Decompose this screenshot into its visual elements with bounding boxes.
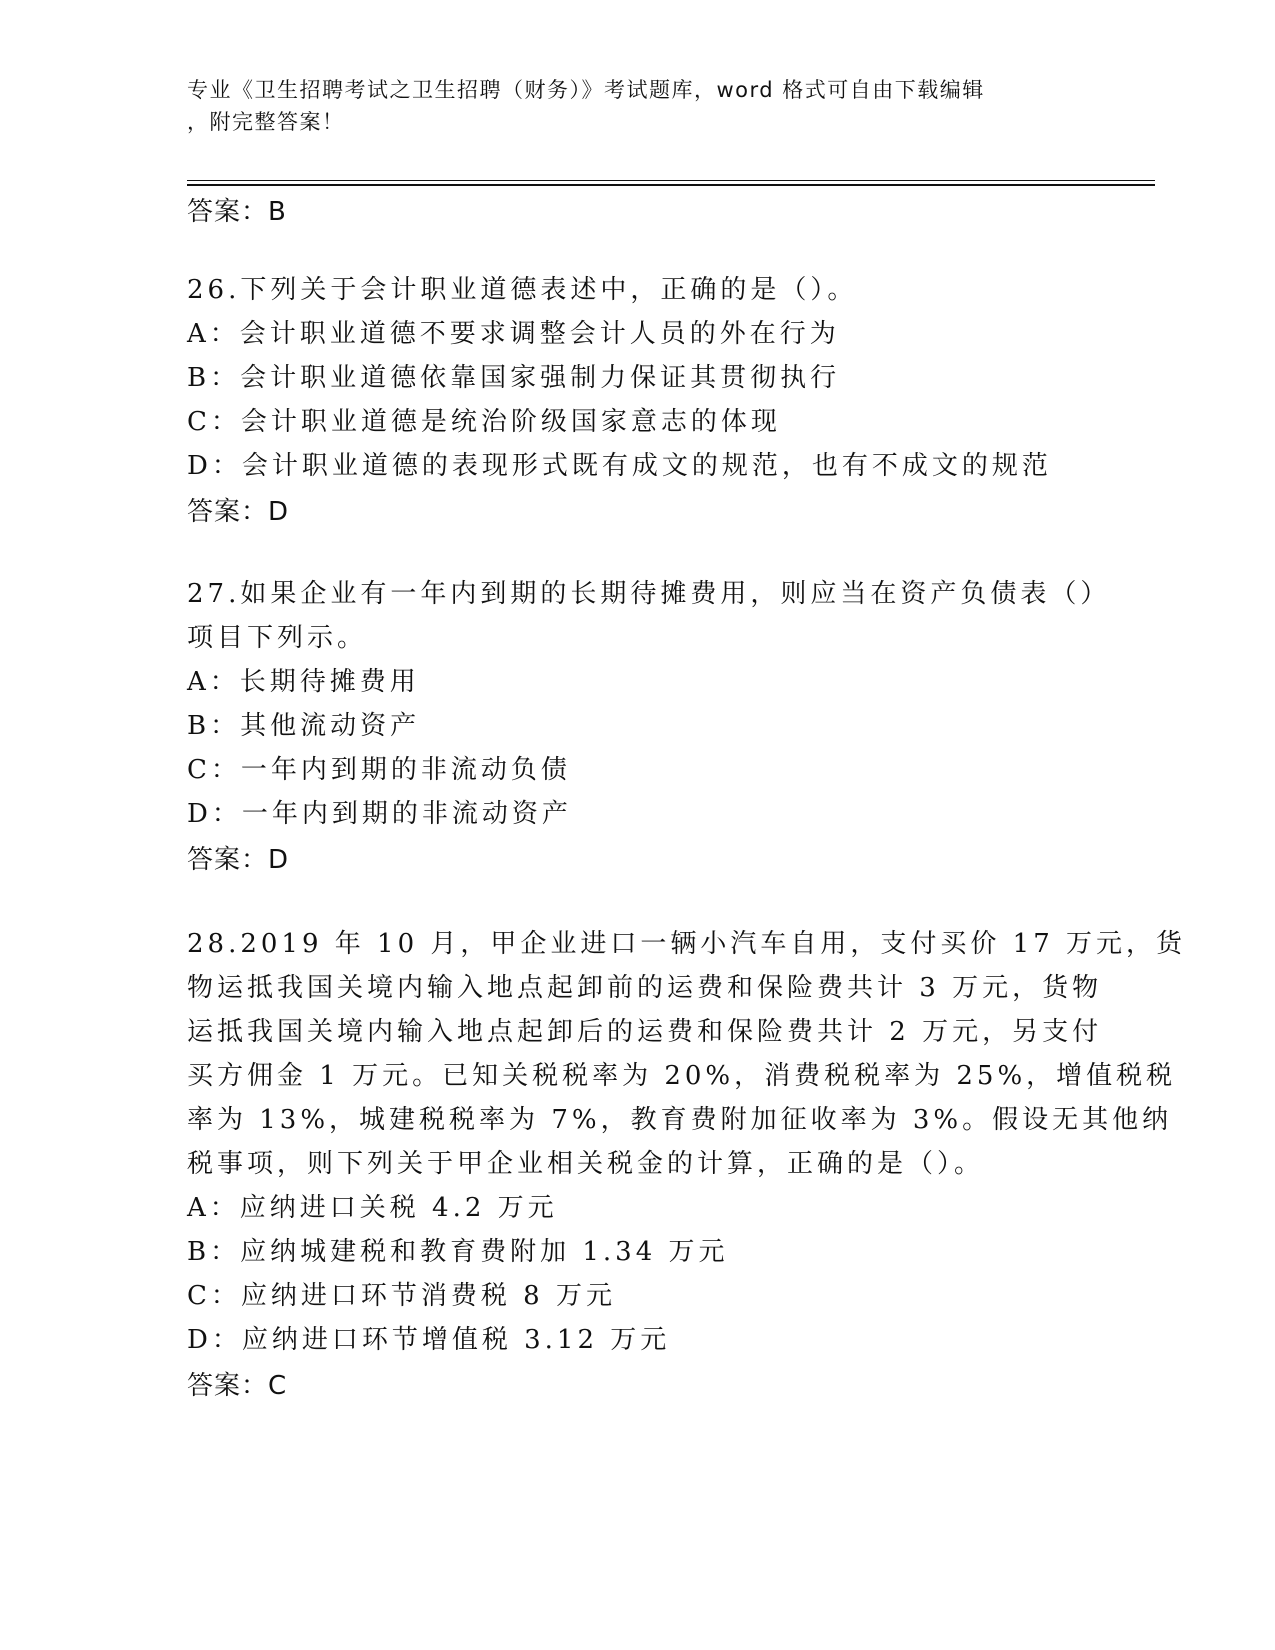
question-28-answer: 答案：C	[187, 1371, 288, 1401]
question-28-option-d: D：应纳进口环节增值税 3.12 万元	[187, 1325, 671, 1355]
question-28-option-c: C：应纳进口环节消费税 8 万元	[187, 1281, 616, 1311]
question-27-stem-line-2: 项目下列示。	[187, 623, 368, 653]
question-26-answer: 答案：D	[187, 497, 290, 527]
question-28-stem-line-5: 率为 13%，城建税税率为 7%，教育费附加征收率为 3%。假设无其他纳	[187, 1105, 1173, 1135]
question-26-stem: 26.下列关于会计职业道德表述中，正确的是（）。	[187, 275, 858, 305]
question-27-option-d: D：一年内到期的非流动资产	[187, 799, 572, 829]
question-28-stem-line-3: 运抵我国关境内输入地点起卸后的运费和保险费共计 2 万元，另支付	[187, 1017, 1103, 1047]
question-26-option-a: A：会计职业道德不要求调整会计人员的外在行为	[187, 319, 840, 349]
header-divider-thick	[187, 184, 1155, 186]
document-header	[187, 74, 1087, 138]
question-27-answer: 答案：D	[187, 845, 290, 875]
question-28-option-a: A：应纳进口关税 4.2 万元	[187, 1193, 558, 1223]
question-27-option-a: A：长期待摊费用	[187, 667, 420, 697]
question-28-stem-line-6: 税事项，则下列关于甲企业相关税金的计算，正确的是（）。	[187, 1149, 985, 1179]
previous-answer: 答案：B	[187, 197, 287, 227]
header-line-2: ，附完整答案！	[187, 110, 345, 134]
question-28-option-b: B：应纳城建税和教育费附加 1.34 万元	[187, 1237, 729, 1267]
question-26-option-b: B：会计职业道德依靠国家强制力保证其贯彻执行	[187, 363, 841, 393]
question-27-option-c: C：一年内到期的非流动负债	[187, 755, 571, 785]
header-line-1: 专业《卫生招聘考试之卫生招聘（财务）》考试题库，word 格式可自由下载编辑	[187, 78, 985, 102]
question-28-stem-line-1: 28.2019 年 10 月，甲企业进口一辆小汽车自用，支付买价 17 万元，货	[187, 929, 1187, 959]
question-28-stem-line-2: 物运抵我国关境内输入地点起卸前的运费和保险费共计 3 万元，货物	[187, 973, 1103, 1003]
question-26-option-c: C：会计职业道德是统治阶级国家意志的体现	[187, 407, 781, 437]
question-27-option-b: B：其他流动资产	[187, 711, 421, 741]
header-divider-thin	[187, 180, 1155, 181]
question-27-stem-line-1: 27.如果企业有一年内到期的长期待摊费用，则应当在资产负债表（）	[187, 579, 1111, 609]
question-26-option-d: D：会计职业道德的表现形式既有成文的规范，也有不成文的规范	[187, 451, 1052, 481]
question-28-stem-line-4: 买方佣金 1 万元。已知关税税率为 20%，消费税税率为 25%，增值税税	[187, 1061, 1177, 1091]
